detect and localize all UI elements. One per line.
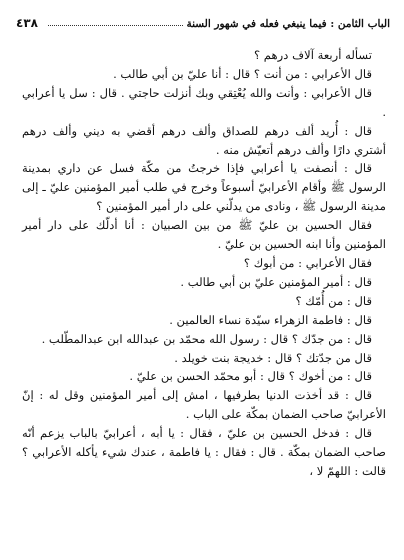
paragraph: قال الأعرابي : وأنت والله يُعْتِقي وبك أنزلت حاجتي . قال : سل يا أعرابي .	[22, 85, 386, 119]
paragraph: قال : قد أخذت الدنيا بطرفيها ، امش إلى أمير المؤمنين وقل له : إنّ الأعرابيّ صاحب الضمان بمكّة على الباب .	[22, 388, 386, 422]
running-title: الباب الثامن : فيما ينبغي فعله في شهور السنة	[186, 18, 390, 30]
paragraph: قال : من جدّك ؟ قال : رسول الله محمّد بن عبدالله ابن عبدالمطّلب .	[41, 331, 372, 346]
paragraph: قال من جدّتك ؟ قال : خديجة بنت خويلد .	[174, 350, 372, 365]
page-header	[16, 10, 390, 30]
paragraph: قال : أمير المؤمنين عليّ بن أبي طالب .	[180, 274, 372, 289]
paragraph: قال : فدخل الحسين بن عليّ ، فقال : يا أبه ، أعرابيّ بالباب يزعم أنّه صاحب الضمان بمكّة . قال : فقال : يا فاطمة ، عندك شيء يأكله الأعرابي ؟ قالت : اللهمّ لا ،	[22, 426, 386, 478]
page-number: ٤٣٨	[16, 16, 38, 30]
paragraph: فقال الأعرابي : من أبوك ؟	[243, 255, 372, 270]
paragraph: فقال الحسين بن عليّ ﷺ من بين الصبيان : أنا أدلّك على دار أمير المؤمنين وأنا ابنه الحسين بن عليّ .	[22, 218, 386, 252]
paragraph: قال : أنصفت يا أعرابي فإذا خرجتُ من مكّة فسل عن داري بمدينة الرسول ﷺ وأقام الأعرابيّ أسبوعاً وخرج في طلب أمير المؤمنين عليّ ـ إلى مدينة الرسول ﷺ ، ونادى من يدلّني على دار أمير المؤمنين ؟	[22, 161, 386, 214]
paragraph: قال الأعرابي : من أنت ؟ قال : أنا عليّ بن أبي طالب .	[113, 66, 372, 81]
paragraph: تسأله أربعة آلاف درهم ؟	[253, 48, 372, 62]
paragraph: قال : فاطمة الزهراء سيّدة نساء العالمين .	[169, 312, 372, 327]
paragraph: قال : من أخوك ؟ قال : أبو محمّد الحسن بن عليّ .	[129, 369, 372, 384]
paragraph: قال : أُريد ألف درهم للصداق وألف درهم أقضي به ديني وألف درهم أشتري دارًا وألف درهم أتعيّش منه .	[22, 123, 386, 157]
body-text	[22, 46, 386, 481]
header-dotted-leader	[48, 24, 183, 26]
paragraph: قال : من أُمّك ؟	[295, 293, 372, 308]
